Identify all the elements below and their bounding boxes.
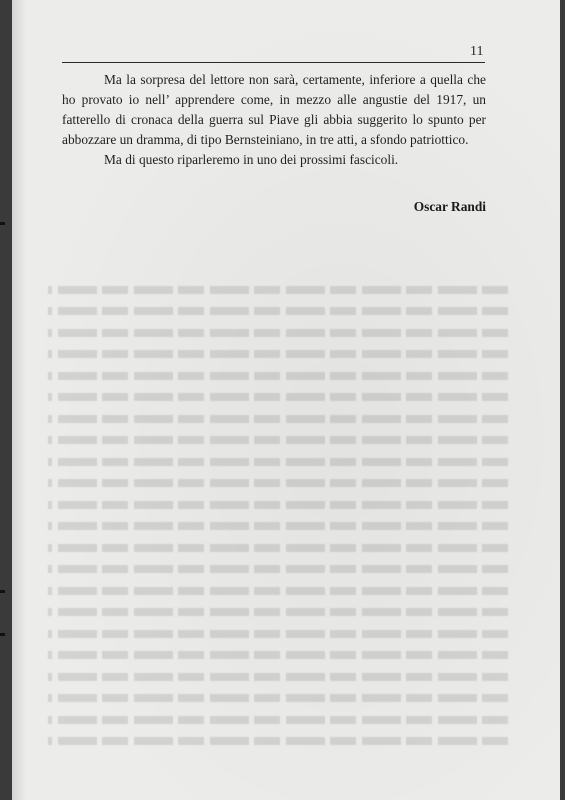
paragraph-2: Ma di questo riparleremo in uno dei prossimi fascicoli. <box>104 152 399 167</box>
header-rule <box>62 62 485 63</box>
page-number: 11 <box>470 44 484 59</box>
author-signature: Oscar Randi <box>413 199 486 214</box>
document-page <box>12 0 560 800</box>
scan-edge-mark <box>0 590 5 593</box>
paragraph-1: Ma la sorpresa del lettore non sarà, certamente, inferiore a quella che ho provato io nell’ apprendere come, in mezzo alle angustie del 1917, un fatterello di cronaca della guerra sul Piave gli abbia suggerito lo spunto per abbozzare un dramma, di tipo Bernsteiniano, in tre atti, a sfondo patriottico. <box>62 72 486 147</box>
scan-edge-mark <box>0 222 5 225</box>
scan-edge-mark <box>0 633 5 636</box>
body-text <box>62 70 486 170</box>
reverse-side-bleed-through <box>48 205 508 750</box>
